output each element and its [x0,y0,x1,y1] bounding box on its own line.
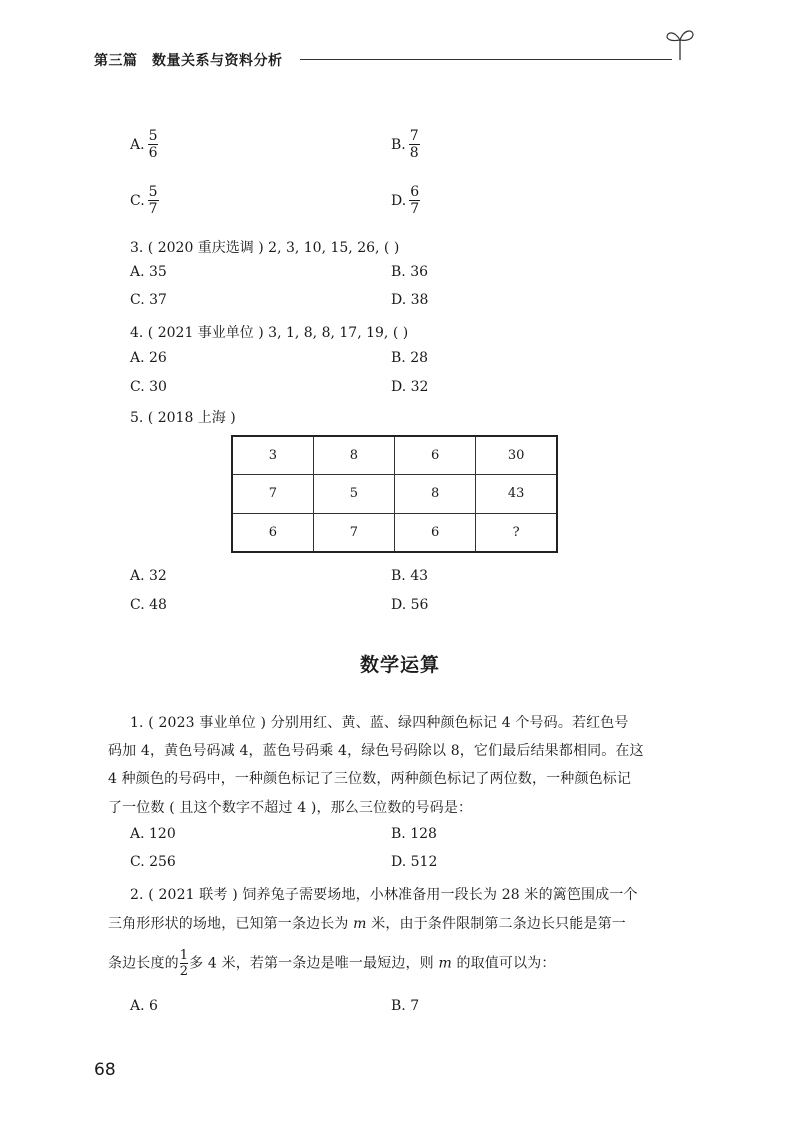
option-label: B. [391,136,406,153]
grid-cell: 6 [395,513,476,552]
q3-option-b: B. 36 [391,264,429,280]
m2-line-1: 2. ( 2021 联考 ) 饲养兔子需要场地，小林准备用一段长为 28 米的篱笆围成一个 [130,887,638,903]
denominator: 2 [179,964,189,979]
fraction [148,184,159,217]
fraction [409,128,420,161]
page-number: 68 [94,1060,116,1080]
grid-cell: 30 [476,436,557,475]
text-run: 的取值可以为： [451,955,556,972]
m1-line-4: 了一位数 ( 且这个数字不超过 4 )，那么三位数的号码是： [108,800,473,816]
q3-option-a: A. 35 [130,264,167,280]
grid-cell: ? [476,513,557,552]
q4-option-d: D. 32 [391,379,429,395]
grid-row [232,436,557,475]
q5-option-c: C. 48 [130,597,167,613]
grid-cell: 5 [313,475,394,514]
text-run: 多 4 米，若第一条边是唯一最短边，则 [189,955,439,972]
option-label: A. [130,136,145,153]
grid-row [232,475,557,514]
q2-option-d [391,184,420,217]
m2-option-a: A. 6 [130,998,158,1014]
m1-line-1: 1. ( 2023 事业单位 ) 分别用红、黄、蓝、绿四种颜色标记 4 个号码。若红色号 [130,715,629,731]
q3-stem: 3. ( 2020 重庆选调 ) 2, 3, 10, 15, 26, ( ) [130,240,400,256]
numerator: 5 [148,184,158,200]
variable-m: m [438,955,452,972]
grid-cell: 8 [395,475,476,514]
header-rule [300,59,672,60]
text-run: 条边长度的 [108,955,179,972]
numerator: 1 [179,948,189,963]
grid-row [232,513,557,552]
q3-option-c: C. 37 [130,292,167,308]
fraction [409,184,420,217]
q5-option-a: A. 32 [130,568,167,584]
q2-option-c [130,184,159,217]
grid-cell: 8 [313,436,394,475]
m1-option-d: D. 512 [391,854,438,870]
option-label: C. [130,192,145,209]
q5-option-b: B. 43 [391,568,429,584]
text-run: 米，由于条件限制第二条边长只能是第一 [366,916,626,932]
q5-number-grid [231,435,558,553]
section-title: 数学运算 [359,654,440,676]
q4-stem: 4. ( 2021 事业单位 ) 3, 1, 8, 8, 17, 19, ( ) [130,325,409,341]
sprout-icon [664,24,696,62]
q4-option-c: C. 30 [130,379,167,395]
text-run: 三角形形状的场地，已知第一条边长为 [108,916,354,932]
m2-line-3 [108,948,556,979]
m1-option-a: A. 120 [130,826,176,842]
numerator: 7 [409,128,419,144]
denominator: 6 [148,145,158,161]
q5-stem: 5. ( 2018 上海 ) [130,410,236,426]
m1-line-3: 4 种颜色的号码中，一种颜色标记了三位数，两种颜色标记了两位数，一种颜色标记 [108,771,632,787]
grid-cell: 7 [232,475,313,514]
q5-option-d: D. 56 [391,597,429,613]
grid-cell: 7 [313,513,394,552]
m2-option-b: B. 7 [391,998,420,1014]
grid-cell: 6 [232,513,313,552]
m1-option-c: C. 256 [130,854,176,870]
denominator: 7 [410,201,420,217]
m1-option-b: B. 128 [391,826,437,842]
grid-cell: 6 [395,436,476,475]
numerator: 5 [148,128,158,144]
q2-option-b [391,128,420,161]
denominator: 8 [409,145,419,161]
option-label: D. [391,192,407,209]
fraction-one-half [180,948,188,979]
running-header-title: 第三篇 数量关系与资料分析 [94,53,283,69]
numerator: 6 [410,184,420,200]
q3-option-d: D. 38 [391,292,429,308]
denominator: 7 [148,201,158,217]
m2-line-2 [108,913,626,933]
grid-cell: 3 [232,436,313,475]
grid-cell: 43 [476,475,557,514]
fraction [148,128,159,161]
q4-option-b: B. 28 [391,350,429,366]
q4-option-a: A. 26 [130,350,167,366]
variable-m: m [353,916,367,932]
q2-option-a [130,128,158,161]
m1-line-2: 码加 4，黄色号码减 4，蓝色号码乘 4，绿色号码除以 8，它们最后结果都相同。在这 [108,743,644,759]
